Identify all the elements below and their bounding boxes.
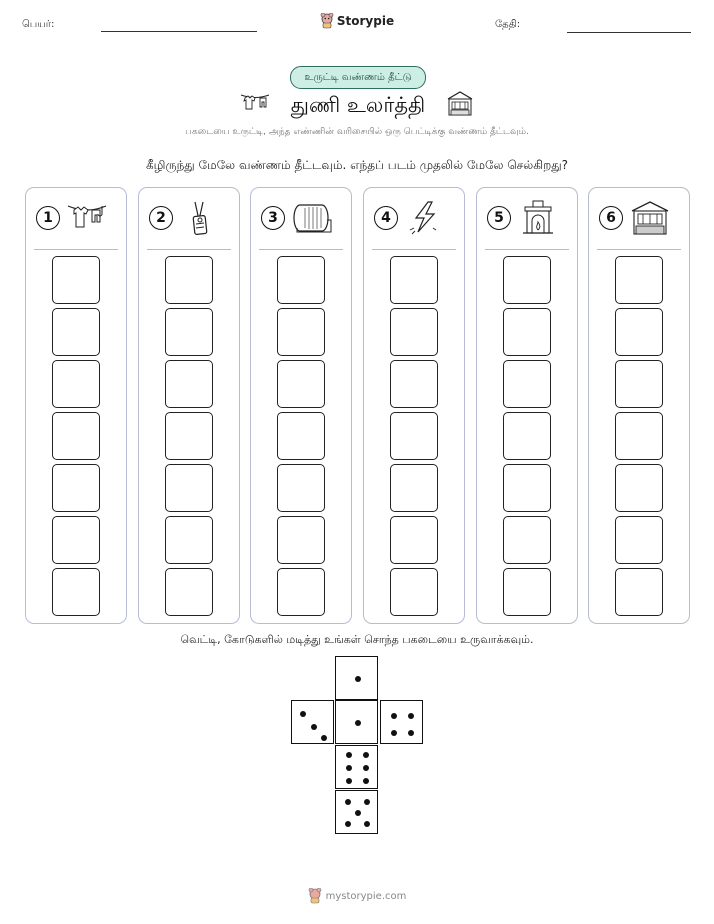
clothesline-icon (240, 91, 270, 115)
color-box[interactable] (390, 256, 438, 304)
die-face (335, 700, 378, 744)
color-box[interactable] (165, 360, 213, 408)
dice-column-3 (250, 187, 352, 624)
color-box[interactable] (277, 308, 325, 356)
color-box[interactable] (615, 464, 663, 512)
date-field-line[interactable] (567, 32, 691, 33)
die-pip (355, 810, 361, 816)
laundry-shop-icon (629, 200, 671, 236)
color-box[interactable] (277, 256, 325, 304)
die-pip (300, 711, 306, 717)
column-number: 1 (36, 206, 60, 230)
die-pip (346, 778, 352, 784)
column-divider (597, 249, 681, 250)
dice-column-1 (25, 187, 127, 624)
color-box[interactable] (390, 568, 438, 616)
color-box[interactable] (615, 308, 663, 356)
die-pip (355, 676, 361, 682)
footer (0, 888, 714, 907)
fireplace-icon (517, 200, 559, 236)
color-box[interactable] (52, 568, 100, 616)
color-box[interactable] (390, 464, 438, 512)
color-box[interactable] (52, 360, 100, 408)
color-box[interactable] (390, 412, 438, 460)
die-pip (346, 765, 352, 771)
color-box[interactable] (277, 360, 325, 408)
die-pip (363, 765, 369, 771)
color-box[interactable] (390, 516, 438, 564)
die-pip (363, 752, 369, 758)
color-box[interactable] (52, 464, 100, 512)
dice-column-4 (363, 187, 465, 624)
die-pip (363, 778, 369, 784)
color-box[interactable] (503, 256, 551, 304)
question-text: கீழிருந்து மேலே வண்ணம் தீட்டவும். எந்தப் படம் முதலில் மேலே செல்கிறது? (145, 158, 569, 172)
color-box[interactable] (165, 568, 213, 616)
page-title (0, 90, 714, 120)
brand-logo (0, 13, 714, 32)
color-box[interactable] (390, 360, 438, 408)
color-box[interactable] (277, 516, 325, 564)
color-box[interactable] (277, 568, 325, 616)
die-face (291, 700, 334, 744)
activity-badge: உருட்டி வண்ணம் தீட்டு (290, 66, 426, 89)
color-box[interactable] (503, 308, 551, 356)
footer-url[interactable]: mystorypie.com (325, 890, 407, 902)
color-box[interactable] (503, 568, 551, 616)
die-face (380, 700, 423, 744)
die-face (335, 656, 378, 700)
column-number: 6 (599, 206, 623, 230)
date-label: தேதி: (495, 19, 521, 30)
color-box[interactable] (503, 412, 551, 460)
color-box[interactable] (165, 412, 213, 460)
storypie-mascot-icon (308, 888, 322, 904)
color-box[interactable] (503, 360, 551, 408)
color-box[interactable] (165, 516, 213, 564)
color-box[interactable] (390, 308, 438, 356)
color-box[interactable] (615, 568, 663, 616)
die-pip (346, 752, 352, 758)
column-number: 4 (374, 206, 398, 230)
color-box[interactable] (615, 516, 663, 564)
die-pip (364, 821, 370, 827)
column-divider (34, 249, 118, 250)
die-pip (345, 821, 351, 827)
dice-column-5 (476, 187, 578, 624)
color-box[interactable] (52, 308, 100, 356)
column-divider (147, 249, 231, 250)
brand-name: Storypie (336, 14, 395, 28)
name-label: பெயர்: (22, 19, 55, 30)
color-box[interactable] (277, 412, 325, 460)
color-box[interactable] (277, 464, 325, 512)
color-box[interactable] (503, 516, 551, 564)
color-box[interactable] (615, 256, 663, 304)
die-instruction: வெட்டி, கோடுகளில் மடித்து உங்கள் சொந்த பகடையை உருவாக்கவும். (180, 633, 534, 646)
color-box[interactable] (165, 256, 213, 304)
column-number: 5 (487, 206, 511, 230)
die-pip (408, 713, 414, 719)
subtitle: பகடையை உருட்டி, அந்த எண்ணின் வரிசையில் ஒரு பெட்டிக்கு வண்ணம் தீட்டவும். (185, 127, 529, 137)
storypie-mascot-icon (320, 13, 334, 29)
clothespin-icon (179, 200, 221, 236)
column-divider (372, 249, 456, 250)
die-pip (355, 720, 361, 726)
column-divider (485, 249, 569, 250)
column-number: 3 (261, 206, 285, 230)
title-text: துணி உலர்த்தி (290, 93, 426, 117)
color-box[interactable] (52, 412, 100, 460)
die-face (335, 790, 378, 834)
color-box[interactable] (165, 464, 213, 512)
dice-column-2 (138, 187, 240, 624)
column-number: 2 (149, 206, 173, 230)
clothesline-icon (66, 200, 108, 236)
color-box[interactable] (52, 516, 100, 564)
die-pip (311, 724, 317, 730)
color-box[interactable] (503, 464, 551, 512)
die-pip (408, 730, 414, 736)
dice-column-6 (588, 187, 690, 624)
die-pip (391, 713, 397, 719)
color-box[interactable] (165, 308, 213, 356)
die-pip (345, 799, 351, 805)
color-box[interactable] (52, 256, 100, 304)
dryer-drum-icon (291, 200, 333, 236)
column-divider (259, 249, 343, 250)
die-pip (321, 735, 327, 741)
die-pip (364, 799, 370, 805)
color-box[interactable] (615, 360, 663, 408)
color-box[interactable] (615, 412, 663, 460)
laundry-shop-icon (446, 90, 474, 116)
die-pip (391, 730, 397, 736)
die-face (335, 745, 378, 789)
lightning-icon (404, 200, 446, 236)
